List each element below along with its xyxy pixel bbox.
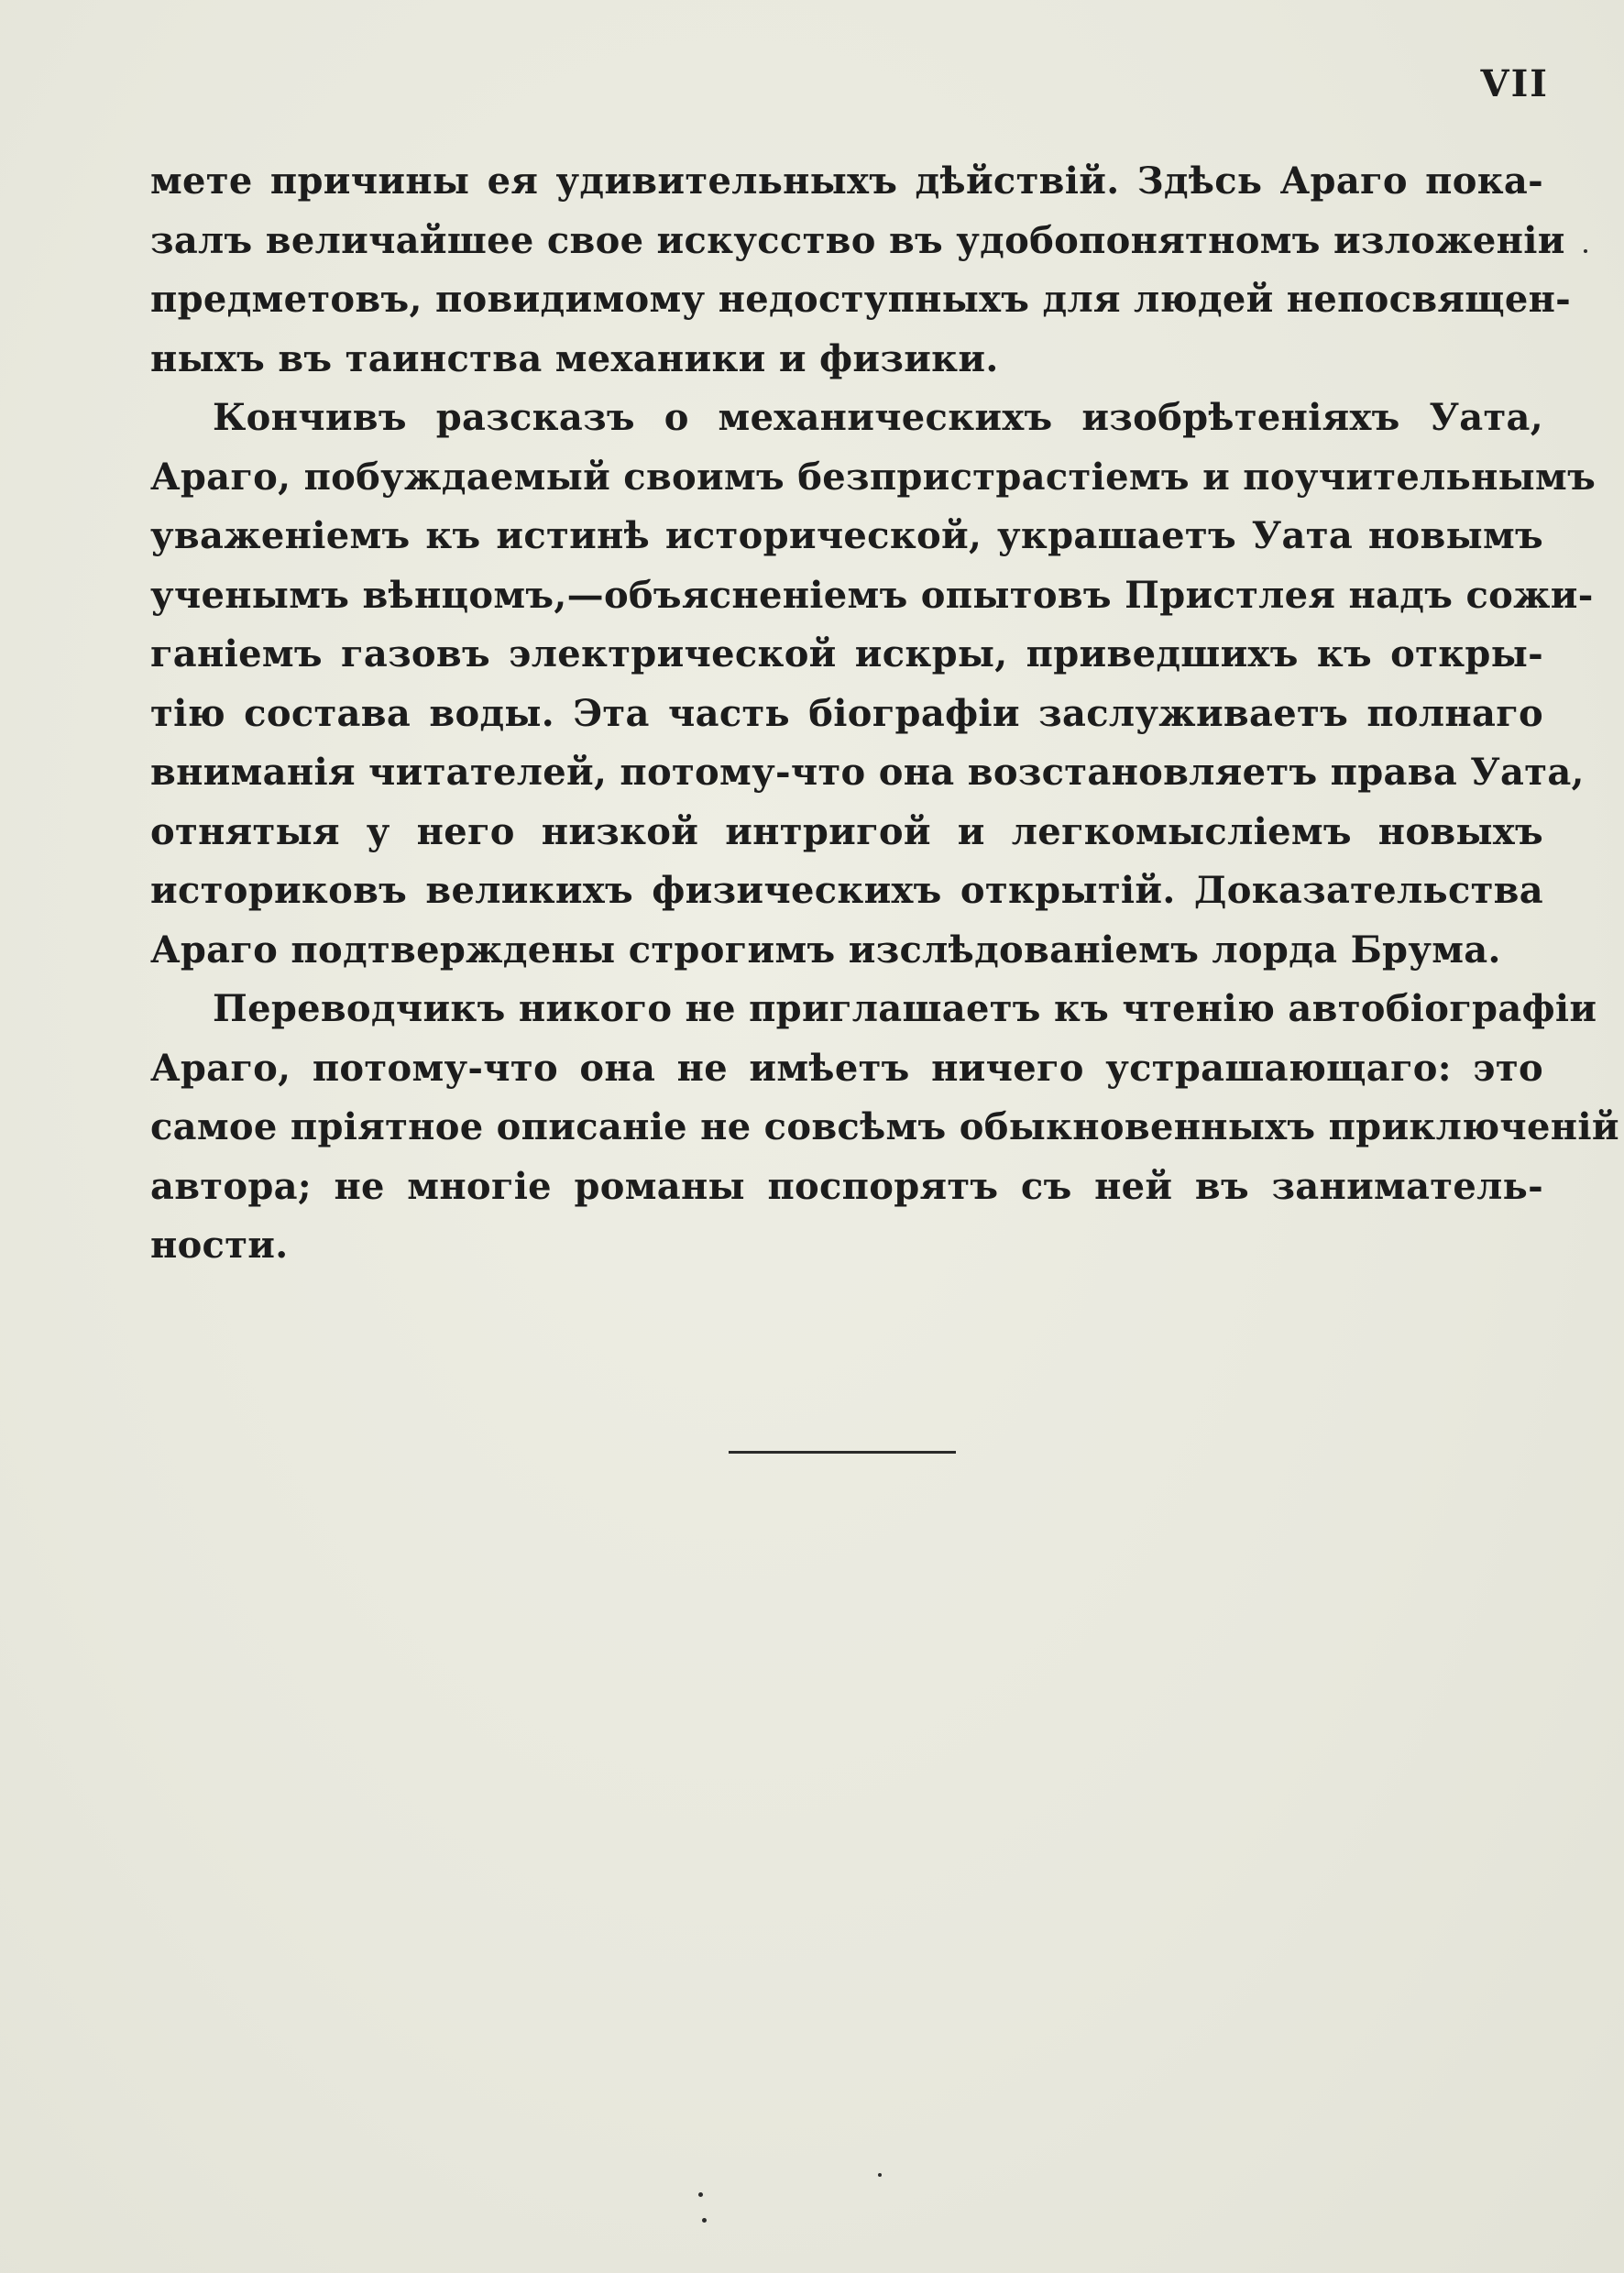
text-line: ныхъ въ таинства механики и физики. [150,336,999,380]
paragraph-1 [150,152,1572,389]
text-line: мете причины ея удивительныхъ дѣйствій. Здѣсь Араго пока- [150,159,1543,203]
text-line: ученымъ вѣнцомъ,—объясненіемъ опытовъ Пристлея надъ сожи- [150,573,1594,617]
text-line: Араго, потому-что она не имѣетъ ничего устрашающаго: это [150,1046,1543,1090]
text-line: автора; не многіе романы поспорятъ съ ней въ заниматель- [150,1164,1543,1208]
body-text [150,152,1619,1276]
paragraph-3 [150,980,1619,1276]
text-line: уваженіемъ къ истинѣ исторической, украшаетъ Уата новымъ [150,514,1543,557]
text-line: отнятыя у него низкой интригой и легкомысліемъ новыхъ [150,809,1543,853]
page-number: VII [1480,62,1549,105]
text-line: Араго подтверждены строгимъ изслѣдованіемъ лорда Брума. [150,928,1501,972]
text-line: Араго, побуждаемый своимъ безпристрастіемъ и поучительнымъ [150,455,1597,499]
text-line: ности. [150,1224,289,1267]
text-line: историковъ великихъ физическихъ открытій. Доказательства [150,869,1543,912]
ink-speck [1584,249,1587,253]
ink-speck [698,2192,703,2197]
section-divider-rule [729,1451,956,1454]
ink-speck [878,2173,882,2177]
text-line: залъ величайшее свое искусство въ удобопонятномъ изложеніи [150,218,1565,262]
text-line: Кончивъ разсказъ о механическихъ изобрѣтеніяхъ Уата, [213,396,1543,439]
text-line: Переводчикъ никого не приглашаетъ къ чтенію автобіографіи [213,987,1597,1030]
paragraph-2 [150,389,1597,980]
text-line: тію состава воды. Эта часть біографіи заслуживаетъ полнаго [150,691,1543,735]
text-line: самое пріятное описаніе не совсѣмъ обыкновенныхъ приключеній [150,1105,1619,1148]
ink-speck [702,2218,707,2223]
text-line: ганіемъ газовъ электрической искры, приведшихъ къ откры- [150,632,1543,675]
text-line: вниманія читателей, потому-что она возстановляетъ права Уата, [150,751,1585,794]
text-line: предметовъ, повидимому недоступныхъ для людей непосвящен- [150,278,1572,321]
